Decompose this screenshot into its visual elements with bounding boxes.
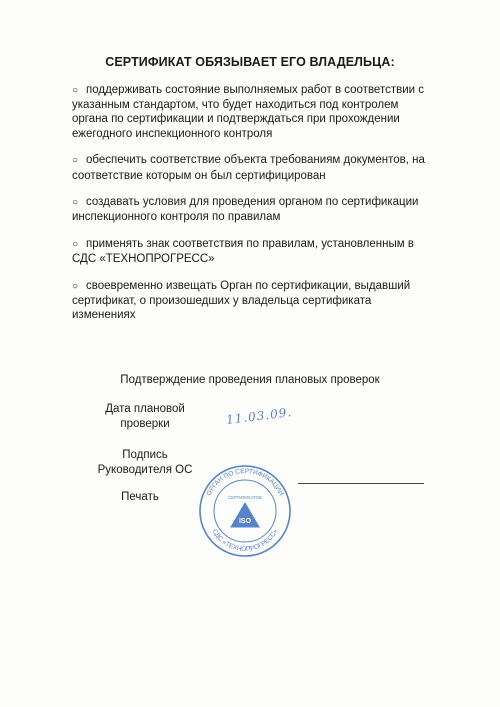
- bullet-circle-icon: ○: [72, 85, 79, 96]
- obligation-text: поддерживать состояние выполняемых работ в соответствии с указанным стандартом, что будет находиться под контролем органа по сертификации и подтверждаться при прохождении ежегодного инспекционного контроля: [72, 84, 424, 140]
- stamp-bottom-text: СДС «ТЕХНОПРОГРЕСС»: [210, 528, 280, 554]
- signature-label: [85, 448, 205, 478]
- obligations-list: [72, 83, 437, 335]
- obligation-text: своевременно извещать Орган по сертификации, выдавший сертификат, о произошедших у владельца сертификата изменениях: [72, 280, 411, 322]
- handwritten-date: 11.03.09.: [225, 405, 293, 427]
- obligation-text: создавать условия для проведения органом по сертификации инспекционного контроля по правилам: [72, 196, 419, 224]
- stamp-label: Печать: [121, 491, 159, 503]
- inspection-section-title: Подтверждение проведения плановых проверок: [120, 374, 380, 386]
- bullet-circle-icon: ○: [72, 155, 79, 167]
- obligations-title: СЕРТИФИКАТ ОБЯЗЫВАЕТ ЕГО ВЛАДЕЛЬЦА:: [105, 55, 395, 69]
- bullet-circle-icon: ○: [72, 197, 79, 209]
- signature-label-line-1: Подпись: [122, 449, 168, 461]
- obligation-item: [72, 237, 437, 266]
- inspection-date-label: [95, 402, 195, 432]
- signature-label-line-2: Руководителя ОС: [97, 464, 193, 476]
- stamp-top-text: ОРГАН ПО СЕРТИФИКАЦИИ: [205, 467, 285, 497]
- bullet-circle-icon: ○: [72, 281, 79, 293]
- signature-line: [298, 483, 424, 484]
- bullet-circle-icon: ○: [72, 239, 79, 251]
- stamp-inner-text: СЕРТИФИКАТОВ: [228, 495, 262, 500]
- obligation-item: [72, 83, 437, 141]
- date-label-line-2: проверки: [120, 418, 170, 430]
- obligation-text: обеспечить соответствие объекта требованиям документов, на соответствие которым он был сертифицирован: [72, 154, 425, 182]
- certification-stamp-icon: [197, 463, 293, 559]
- obligation-text: применять знак соответствия по правилам, установленным в СДС «ТЕХНОПРОГРЕСС»: [72, 238, 414, 266]
- stamp-logo-text: ISO: [238, 518, 252, 525]
- obligation-item: [72, 195, 437, 224]
- date-label-line-1: Дата плановой: [105, 403, 185, 415]
- obligation-item: [72, 153, 437, 182]
- obligation-item: [72, 279, 437, 323]
